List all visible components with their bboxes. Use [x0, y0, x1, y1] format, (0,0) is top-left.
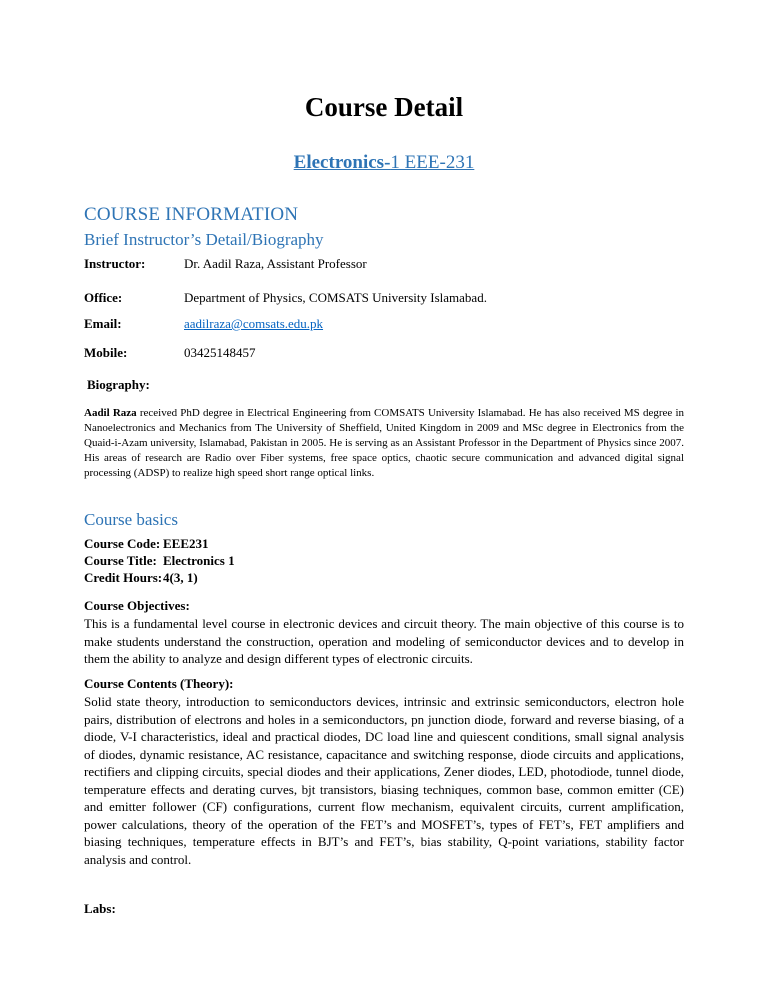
detail-value: 03425148457	[184, 345, 256, 360]
biography-label: Biography:	[87, 377, 150, 392]
subtitle-course-name: Electronics-	[293, 152, 391, 173]
basics-label: Course Code:	[84, 536, 161, 551]
subtitle-course-code: 1 EEE-231	[390, 152, 475, 173]
detail-label: Mobile:	[84, 345, 128, 360]
instructor-heading: Brief Instructor’s Detail/Biography	[84, 230, 324, 249]
biography-body: received PhD degree in Electrical Engineering from COMSATS University Islamabad. He has also received MS degree in Nanoelectronics and Mechanics from The University of Sheffield, United Kingdom in 2009 and MSc degree in Electronics from the Quaid-i-Azam university, Islamabad, Pakistan in 2005. He is serving as an Assistant Professor in the Department of Physics since 2007. His areas of research are Radio over Fiber systems, free space optics, chaotic secure communication and advanced digital signal processing (ADSP) to realize high speed short range optical links.	[84, 407, 685, 479]
objectives-text: This is a fundamental level course in electronic devices and circuit theory. The main objective of this course is to make students understand the construction, operation and modeling of semiconductor devices and to develop in them the ability to analyze and design different types of electronic circuits.	[84, 616, 684, 666]
contents-heading: Course Contents (Theory):	[84, 676, 234, 691]
detail-label: Office:	[84, 290, 123, 305]
biography-text	[84, 406, 684, 481]
course-subtitle	[0, 152, 768, 174]
course-basics-item	[84, 569, 235, 586]
basics-value: 4(3, 1)	[163, 570, 198, 585]
page-title: Course Detail	[304, 92, 464, 122]
basics-label: Course Title:	[84, 553, 157, 568]
basics-label: Credit Hours:	[84, 570, 163, 585]
objectives-heading: Course Objectives:	[84, 598, 190, 613]
detail-label: Email:	[84, 316, 122, 331]
labs-heading: Labs:	[84, 901, 116, 916]
course-basics-item	[84, 535, 235, 552]
course-basics-list	[84, 535, 235, 586]
contents-text: Solid state theory, introduction to semiconductors devices, intrinsic and extrinsic semiconductors, electron hole pairs, distribution of electrons and holes in a semiconductors, pn junction diode, forward and reverse biasing, of a diode, V-I characteristics, ideal and practical diodes, DC load line and quiescent conditions, small signal analysis of diodes, dynamic resistance, AC resistance, capacitance and switching response, diode circuits and applications, rectifiers and clipping circuits, special diodes and their applications, Zener diodes, LED, photodiode, tunnel diode, temperature effects and derating curves, bjt transistors, biasing techniques, common base, common emitter (CE) and emitter follower (CF) configurations, current flow mechanism, equivalent circuits, current amplification, power calculations, theory of the operation of the FET’s and MOSFET’s, types of FET’s, FET amplifiers and biasing techniques, temperature effects in BJT’s and FET’s, bias stability, Q-point variations, stability factor analysis and control.	[84, 694, 684, 867]
detail-value: Dr. Aadil Raza, Assistant Professor	[184, 256, 367, 271]
detail-label: Instructor:	[84, 256, 146, 271]
email-link[interactable]: aadilraza@comsats.edu.pk	[184, 316, 324, 331]
basics-value: Electronics 1	[163, 553, 235, 568]
course-basics-item	[84, 552, 235, 569]
section-heading-course-information: COURSE INFORMATION	[84, 204, 299, 225]
biography-name: Aadil Raza	[84, 407, 137, 419]
basics-value: EEE231	[163, 536, 209, 551]
detail-value: Department of Physics, COMSATS University Islamabad.	[184, 290, 487, 305]
course-basics-heading: Course basics	[84, 510, 178, 529]
